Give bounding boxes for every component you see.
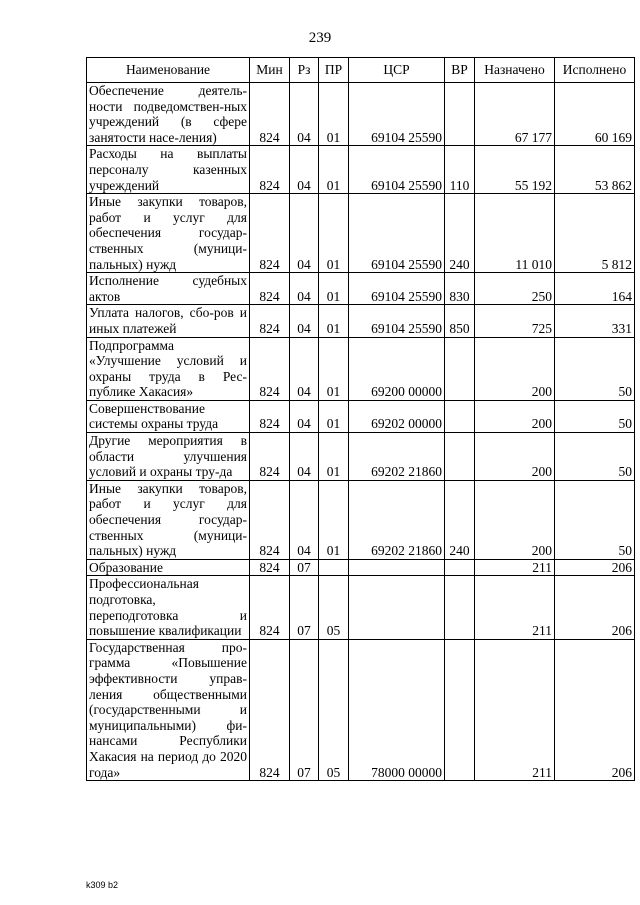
cell-vr [445, 433, 475, 481]
cell-vr: 830 [445, 273, 475, 305]
table-row [87, 146, 635, 194]
cell-vr: 240 [445, 194, 475, 273]
cell-assigned: 200 [475, 400, 555, 432]
cell-pr: 05 [319, 639, 349, 780]
header-name: Наименование [87, 58, 250, 83]
table-row [87, 639, 635, 780]
cell-assigned: 725 [475, 305, 555, 337]
cell-csr: 69104 25590 [349, 305, 445, 337]
cell-executed: 50 [555, 480, 635, 559]
table-row [87, 273, 635, 305]
cell-min: 824 [250, 576, 290, 639]
cell-assigned: 200 [475, 337, 555, 400]
table-row [87, 576, 635, 639]
header-assigned: Назначено [475, 58, 555, 83]
cell-min: 824 [250, 83, 290, 146]
header-pr: ПР [319, 58, 349, 83]
header-rz: Рз [290, 58, 319, 83]
cell-rz: 04 [290, 146, 319, 194]
cell-assigned: 55 192 [475, 146, 555, 194]
cell-executed: 50 [555, 400, 635, 432]
table-row [87, 305, 635, 337]
table-row [87, 400, 635, 432]
cell-executed: 50 [555, 433, 635, 481]
cell-assigned: 200 [475, 480, 555, 559]
budget-table [86, 57, 635, 781]
header-csr: ЦСР [349, 58, 445, 83]
cell-min: 824 [250, 305, 290, 337]
table-row [87, 83, 635, 146]
cell-rz: 07 [290, 576, 319, 639]
table-row [87, 480, 635, 559]
cell-vr [445, 639, 475, 780]
cell-rz: 04 [290, 194, 319, 273]
cell-executed: 331 [555, 305, 635, 337]
cell-name: Обеспечение деятель-ности подведомствен-ных учреждений (в сфере занятости насе-ления) [87, 83, 250, 146]
cell-executed: 50 [555, 337, 635, 400]
cell-assigned: 250 [475, 273, 555, 305]
cell-name: Подпрограмма «Улучшение условий и охраны труда в Рес-публике Хакасия» [87, 337, 250, 400]
header-min: Мин [250, 58, 290, 83]
cell-rz: 07 [290, 559, 319, 576]
cell-csr: 69202 21860 [349, 480, 445, 559]
cell-vr: 240 [445, 480, 475, 559]
table-row [87, 433, 635, 481]
cell-pr: 01 [319, 194, 349, 273]
cell-rz: 04 [290, 273, 319, 305]
cell-csr: 69202 00000 [349, 400, 445, 432]
cell-csr: 69104 25590 [349, 83, 445, 146]
cell-pr: 01 [319, 433, 349, 481]
cell-rz: 04 [290, 83, 319, 146]
cell-csr: 69104 25590 [349, 194, 445, 273]
cell-pr: 01 [319, 305, 349, 337]
cell-vr [445, 337, 475, 400]
cell-min: 824 [250, 480, 290, 559]
cell-pr: 01 [319, 273, 349, 305]
cell-assigned: 211 [475, 639, 555, 780]
cell-name: Совершенствование системы охраны труда [87, 400, 250, 432]
cell-pr [319, 559, 349, 576]
cell-min: 824 [250, 639, 290, 780]
table-row [87, 194, 635, 273]
cell-executed: 206 [555, 559, 635, 576]
cell-csr: 69200 00000 [349, 337, 445, 400]
table-row [87, 559, 635, 576]
cell-min: 824 [250, 146, 290, 194]
cell-name: Государственная про-грамма «Повышение эффективности управ-ления общественными (государственными и муниципальными) фи-нансами Республики Хакасия на период до 2020 года» [87, 639, 250, 780]
cell-executed: 164 [555, 273, 635, 305]
cell-assigned: 67 177 [475, 83, 555, 146]
cell-executed: 5 812 [555, 194, 635, 273]
cell-pr: 01 [319, 146, 349, 194]
cell-name: Расходы на выплаты персоналу казенных учреждений [87, 146, 250, 194]
cell-vr [445, 576, 475, 639]
cell-vr [445, 400, 475, 432]
header-vr: ВР [445, 58, 475, 83]
cell-csr: 69202 21860 [349, 433, 445, 481]
page-number: 239 [308, 30, 332, 46]
cell-pr: 01 [319, 337, 349, 400]
cell-rz: 04 [290, 433, 319, 481]
cell-name: Иные закупки товаров, работ и услуг для обеспечения государ-ственных (муници-пальных) нужд [87, 194, 250, 273]
cell-rz: 04 [290, 480, 319, 559]
cell-name: Уплата налогов, сбо-ров и иных платежей [87, 305, 250, 337]
cell-assigned: 211 [475, 576, 555, 639]
cell-executed: 60 169 [555, 83, 635, 146]
cell-name: Образование [87, 559, 250, 576]
cell-name: Исполнение судебных актов [87, 273, 250, 305]
cell-executed: 206 [555, 576, 635, 639]
cell-rz: 04 [290, 305, 319, 337]
footer-code: k309 b2 [86, 880, 119, 890]
cell-rz: 04 [290, 400, 319, 432]
cell-min: 824 [250, 273, 290, 305]
cell-name: Иные закупки товаров, работ и услуг для обеспечения государ-ственных (муници-пальных) нужд [87, 480, 250, 559]
table-row [87, 337, 635, 400]
cell-name: Другие мероприятия в области улучшения условий и охраны тру-да [87, 433, 250, 481]
cell-csr [349, 559, 445, 576]
cell-rz: 07 [290, 639, 319, 780]
cell-min: 824 [250, 337, 290, 400]
cell-csr [349, 576, 445, 639]
cell-pr: 01 [319, 83, 349, 146]
cell-pr: 01 [319, 480, 349, 559]
cell-pr: 05 [319, 576, 349, 639]
cell-vr: 110 [445, 146, 475, 194]
cell-assigned: 11 010 [475, 194, 555, 273]
header-executed: Исполнено [555, 58, 635, 83]
header-row [87, 58, 635, 83]
cell-pr: 01 [319, 400, 349, 432]
cell-csr: 69104 25590 [349, 146, 445, 194]
cell-min: 824 [250, 400, 290, 432]
cell-executed: 206 [555, 639, 635, 780]
cell-csr: 78000 00000 [349, 639, 445, 780]
cell-executed: 53 862 [555, 146, 635, 194]
cell-csr: 69104 25590 [349, 273, 445, 305]
cell-min: 824 [250, 194, 290, 273]
cell-rz: 04 [290, 337, 319, 400]
cell-min: 824 [250, 433, 290, 481]
cell-vr: 850 [445, 305, 475, 337]
cell-vr [445, 559, 475, 576]
cell-name: Профессиональная подготовка, переподготовка и повышение квалификации [87, 576, 250, 639]
cell-vr [445, 83, 475, 146]
cell-assigned: 200 [475, 433, 555, 481]
cell-min: 824 [250, 559, 290, 576]
cell-assigned: 211 [475, 559, 555, 576]
